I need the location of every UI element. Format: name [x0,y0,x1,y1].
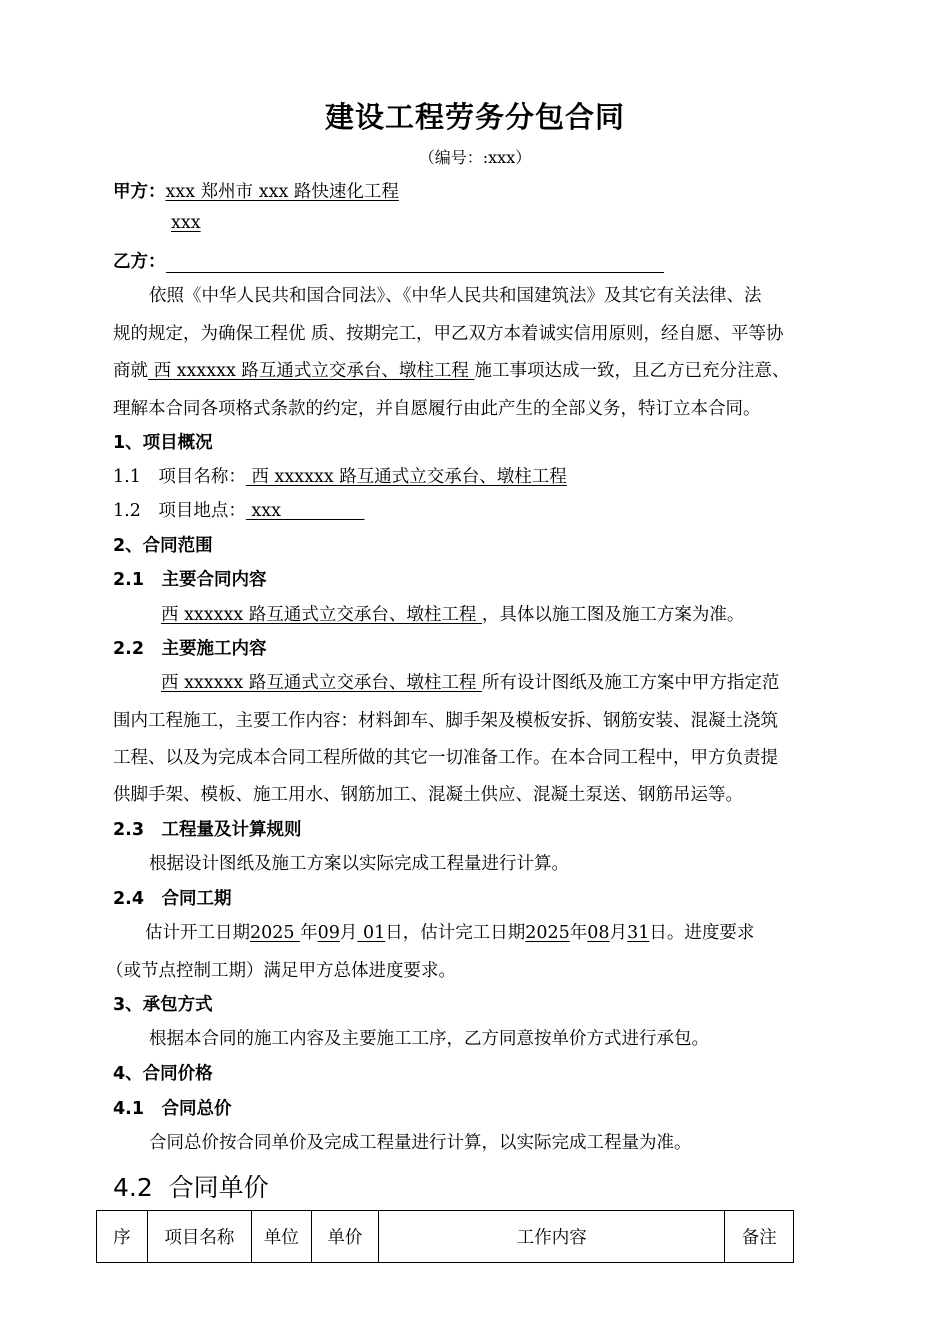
item-1-2 [113,497,364,522]
party-a-label: 甲方： [113,182,166,202]
section-2-2-heading: 2.2 主要施工内容 [113,639,267,659]
section-4-heading: 4、合同价格 [113,1064,213,1084]
section-2-2-line-1 [161,669,779,694]
schedule-text: 估计开工日期 [145,923,250,943]
start-month: 09 [317,923,340,943]
schedule-text: 年 [569,923,588,943]
party-b [113,248,664,273]
col-remarks: 备注 [725,1211,794,1263]
party-a-line2 [171,213,201,233]
end-day: 31 [627,923,650,943]
end-year: 2025 [525,923,570,943]
col-item-name: 项目名称 [147,1211,251,1263]
party-b-blank [166,254,664,273]
schedule-text: 月 [609,923,628,943]
section-2-1-text [161,601,744,626]
section-4-1-text: 合同总价按合同单价及完成工程量进行计算，以实际完成工程量为准。 [149,1133,692,1153]
document-title: 建设工程劳务分包合同 [324,100,625,134]
preamble-line-4: 理解本合同各项格式条款的约定，并自愿履行由此产生的全部义务，特订立本合同。 [113,399,761,419]
section-3-text: 根据本合同的施工内容及主要施工工序，乙方同意按单价方式进行承包。 [149,1029,709,1049]
col-index: 序 [97,1211,148,1263]
contract-number: （编号：:xxx） [418,148,532,167]
schedule-text: 月 [339,923,358,943]
start-day: 01 [357,923,386,943]
preamble-line-1: 依照《中华人民共和国合同法》、《中华人民共和国建筑法》及其它有关法律、法 [149,286,762,306]
col-unit-price: 单价 [311,1211,379,1263]
section-4-1-heading: 4.1 合同总价 [113,1099,232,1119]
section-2-4-heading: 2.4 合同工期 [113,889,232,909]
section-4-2-heading: 4.2 合同单价 [113,1173,269,1202]
section-2-2-line-4: 供脚手架、模板、施工用水、钢筋加工、混凝土供应、混凝土泵送、钢筋吊运等。 [113,785,743,805]
section-3-heading: 3、承包方式 [113,995,213,1015]
project-name-value: 西 xxxxxx 路互通式立交承台、墩柱工程 [245,467,567,487]
preamble-text: 施工事项达成一致，且乙方已充分注意、 [474,361,790,381]
section-1-heading: 1、项目概况 [113,433,213,453]
project-name-ref: 西 xxxxxx 路互通式立交承台、墩柱工程 [148,361,475,381]
scope-text: ，具体以施工图及施工方案为准。 [481,605,745,625]
party-a [113,178,399,203]
schedule-text: 年 [300,923,318,943]
section-2-2-line-2: 围内工程施工，主要工作内容：材料卸车、脚手架及模板安拆、钢筋安装、混凝土浇筑 [113,711,778,731]
section-2-heading: 2、合同范围 [113,536,213,556]
project-location-value: xxx [245,501,365,521]
project-location-label: 1.2 项目地点： [113,501,246,521]
schedule-text: 日，估计完工日期 [385,923,526,943]
preamble-line-3 [113,357,789,382]
schedule-text: 日。进度要求 [649,923,755,943]
start-year: 2025 [250,923,301,943]
schedule-line-1 [145,919,754,944]
party-a-name: xxx 郑州市 xxx 路快速化工程 [165,182,399,202]
section-2-1-heading: 2.1 主要合同内容 [113,570,267,590]
section-2-3-heading: 2.3 工程量及计算规则 [113,820,302,840]
col-work-content: 工作内容 [379,1211,725,1263]
preamble-line-2: 规的规定，为确保工程优 质、按期完工，甲乙双方本着诚实信用原则，经自愿、平等协 [113,324,784,344]
preamble-text: 商就 [113,361,148,381]
schedule-line-2: （或节点控制工期）满足甲方总体进度要求。 [106,961,456,981]
work-scope-text: 所有设计图纸及施工方案中甲方指定范 [481,673,780,693]
party-b-label: 乙方： [113,252,166,272]
project-name-ref: 西 xxxxxx 路互通式立交承台、墩柱工程 [161,673,482,693]
section-2-2-line-3: 工程、以及为完成本合同工程所做的其它一切准备工作。在本合同工程中，甲方负责提 [113,748,778,768]
party-a-name-line2: xxx [171,213,201,233]
unit-price-table [96,1210,794,1263]
table-header-row [97,1211,794,1263]
project-name-ref: 西 xxxxxx 路互通式立交承台、墩柱工程 [161,605,482,625]
end-month: 08 [587,923,610,943]
item-1-1 [113,463,567,488]
project-name-label: 1.1 项目名称： [113,467,246,487]
section-2-3-text: 根据设计图纸及施工方案以实际完成工程量进行计算。 [149,854,569,874]
col-unit: 单位 [251,1211,311,1263]
